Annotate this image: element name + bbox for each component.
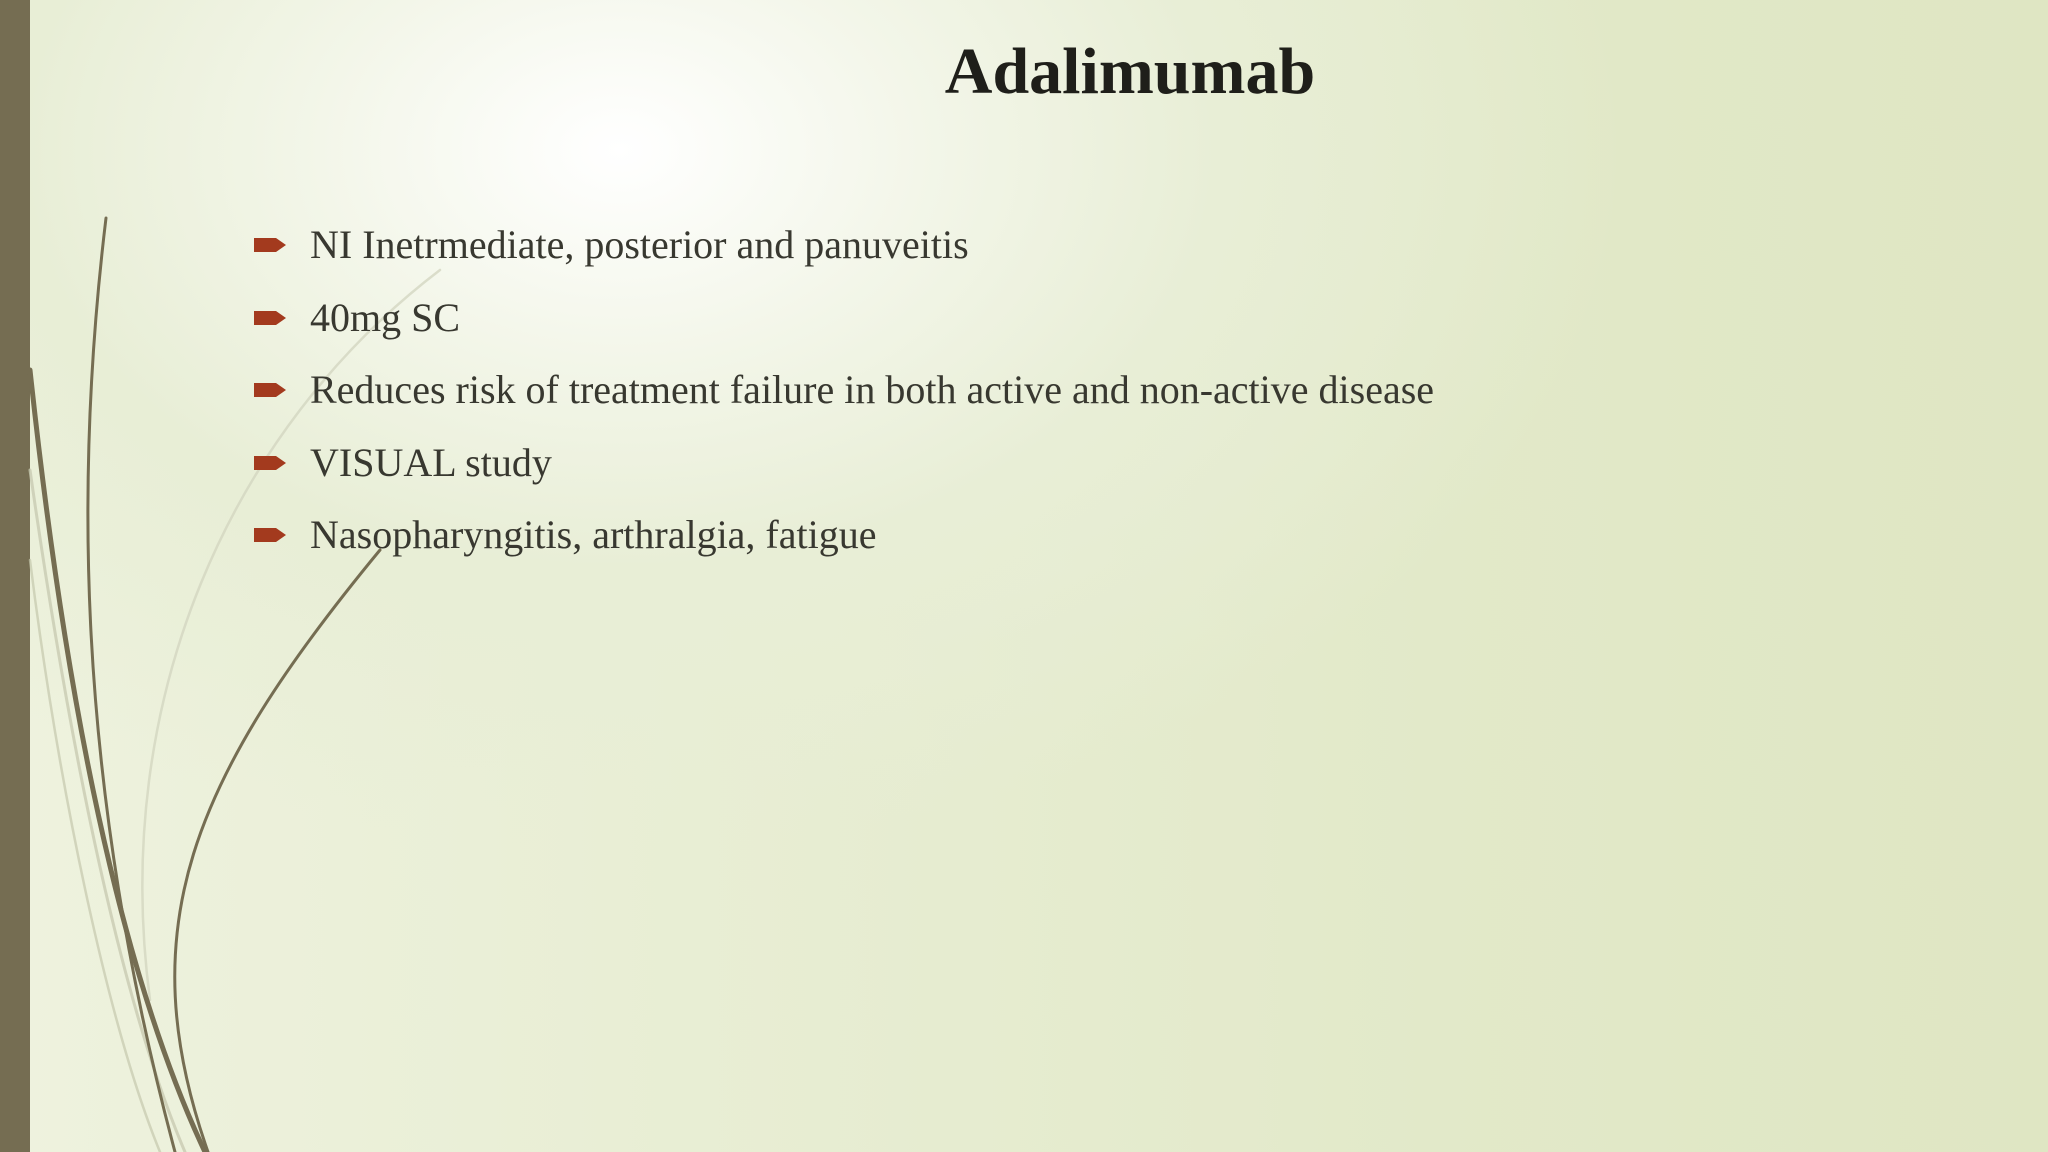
arrow-bullet-icon xyxy=(254,236,288,254)
bullet-text: Reduces risk of treatment failure in both active and non-active disease xyxy=(310,367,1435,412)
bullet-text: 40mg SC xyxy=(310,294,461,340)
bullet-item xyxy=(250,283,1950,356)
slide-title: Adalimumab xyxy=(944,35,1316,108)
bullet-text: Nasopharyngitis, arthralgia, fatigue xyxy=(310,512,877,557)
arrow-bullet-icon xyxy=(254,381,288,399)
bullet-item xyxy=(250,500,1950,573)
bullet-text: NI Inetrmediate, posterior and panuveitis xyxy=(310,222,969,267)
bullet-list xyxy=(250,210,1950,573)
bullet-item xyxy=(250,428,1950,501)
bullet-text: VISUAL study xyxy=(310,439,552,485)
bullet-item xyxy=(250,210,1950,283)
arrow-bullet-icon xyxy=(254,454,288,472)
arrow-bullet-icon xyxy=(254,309,288,327)
bullet-item xyxy=(250,355,1950,428)
arrow-bullet-icon xyxy=(254,526,288,544)
